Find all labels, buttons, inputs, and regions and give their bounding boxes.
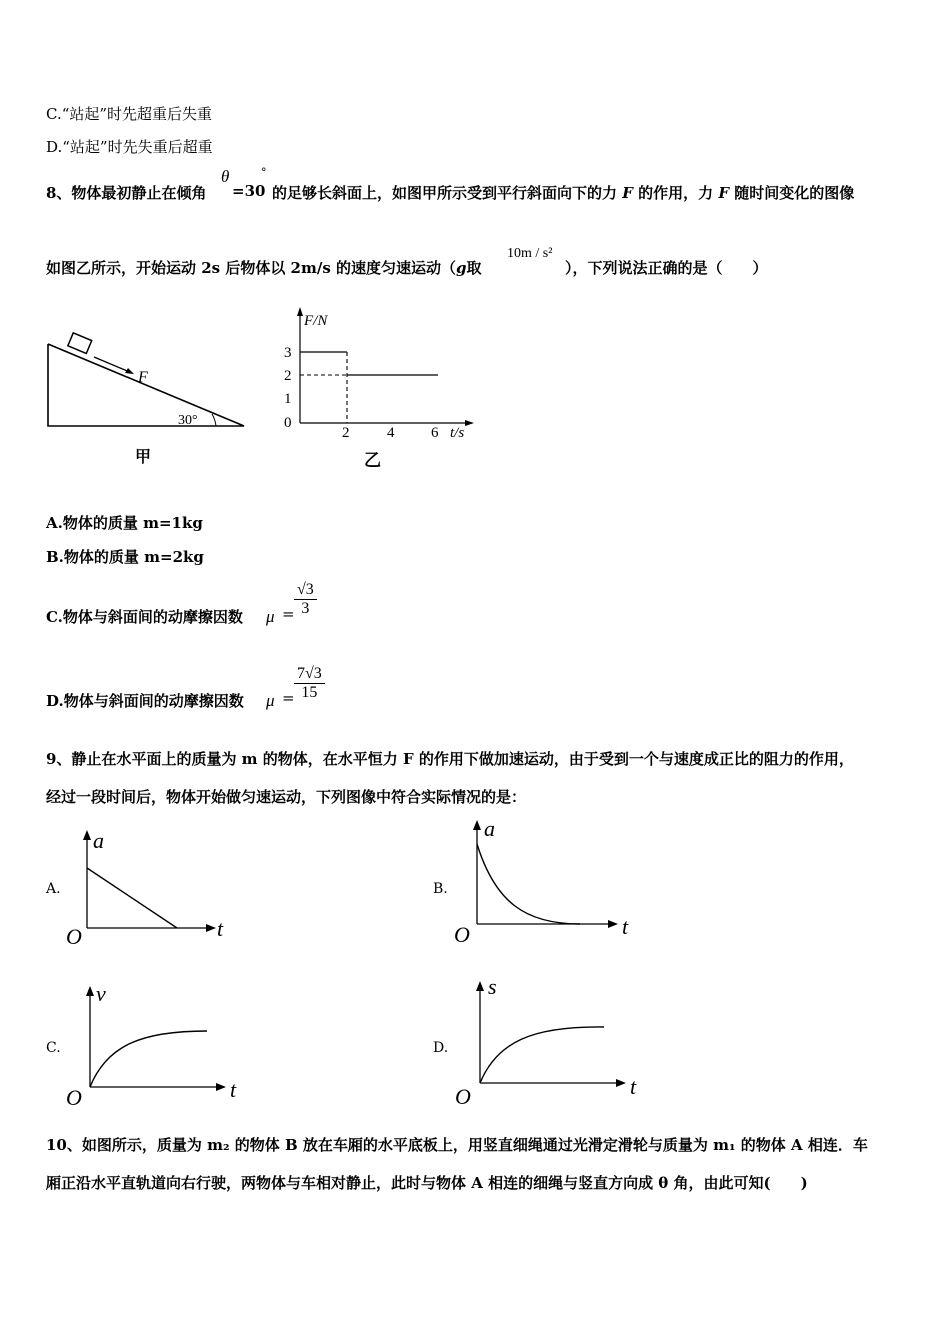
q9-graph-c — [62, 975, 252, 1115]
y-tick-3: 3 — [284, 345, 292, 361]
equals-d: = — [282, 689, 295, 707]
angle-label: 30° — [178, 413, 198, 428]
q9-option-a-label: A. — [46, 881, 61, 897]
q9-option-c-label: C. — [46, 1040, 61, 1056]
x-tick-2: 2 — [342, 425, 350, 441]
figure-yi-force-time-graph — [278, 305, 478, 475]
curve-decay — [477, 844, 580, 924]
q8-option-d: D.物体与斜面间的动摩擦因数 — [46, 692, 244, 710]
q8-stem-part-f: ），下列说法正确的是（ ） — [565, 259, 768, 277]
origin-label-b: O — [454, 922, 470, 947]
origin-label-c: O — [66, 1085, 82, 1110]
g-value: 10m / s² — [507, 246, 553, 261]
q8-stem-part-b: 的足够长斜面上，如图甲所示受到平行斜面向下的力 — [272, 184, 618, 202]
block — [68, 333, 92, 354]
origin-label-a: O — [66, 924, 82, 949]
q8-stem-part-a: 8、物体最初静止在倾角 — [46, 184, 207, 202]
q9-graph-b — [450, 812, 640, 947]
angle-value: =30 — [232, 182, 266, 200]
y-axis-label-a: a — [93, 828, 104, 853]
q9-graph-a — [60, 820, 240, 950]
q8-option-a: A.物体的质量 m=1kg — [46, 514, 203, 532]
fraction-d — [294, 665, 325, 702]
q8-option-b: B.物体的质量 m=2kg — [46, 548, 204, 566]
x-axis-label-d: t — [630, 1074, 637, 1099]
fraction-d-numerator: 7√3 — [294, 665, 325, 684]
degree-symbol: ° — [261, 166, 267, 179]
q8-stem-part-d: 随时间变化的图像 — [734, 184, 855, 202]
x-axis-label-b: t — [622, 914, 629, 939]
q9-option-b-label: B. — [433, 881, 448, 897]
take-word: 取 — [466, 259, 482, 277]
mu-symbol-d: μ — [266, 691, 275, 710]
x-tick-4: 4 — [387, 425, 395, 441]
y-axis-label-b: a — [484, 816, 495, 841]
fraction-c — [294, 581, 317, 618]
q8-stem-line1-rest — [272, 182, 854, 203]
y-tick-0: 0 — [284, 415, 292, 431]
force-label: F — [138, 369, 148, 386]
x-tick-6: 6 — [431, 425, 439, 441]
x-axis-label-a: t — [217, 916, 224, 941]
force-symbol: F — [622, 184, 633, 202]
y-tick-1: 1 — [284, 391, 292, 407]
caption-jia: 甲 — [135, 449, 152, 466]
q8-stem-line1 — [46, 182, 206, 203]
q10-stem-line2: 厢正沿水平直轨道向右行驶，两物体与车相对静止，此时与物体 A 相连的细绳与竖直方向成 θ 角，由此可知( ) — [46, 1174, 808, 1192]
q8-stem-part-e: 如图乙所示，开始运动 2s 后物体以 2m/s 的速度匀速运动（ — [46, 259, 457, 277]
mu-symbol-c: μ — [266, 607, 275, 626]
q8-option-c: C.物体与斜面间的动摩擦因数 — [46, 608, 243, 626]
force-symbol-2: F — [718, 184, 730, 202]
q9-stem-line2: 经过一段时间后，物体开始做匀速运动，下列图像中符合实际情况的是： — [46, 788, 527, 806]
g-symbol: g — [456, 259, 467, 277]
y-tick-2: 2 — [284, 368, 292, 384]
theta-symbol: θ — [221, 167, 230, 186]
figure-jia-incline — [40, 330, 260, 470]
q10-stem-line1: 10、如图所示，质量为 m₂ 的物体 B 放在车厢的水平底板上，用竖直细绳通过光滑定滑轮与质量为 m₁ 的物体 A 相连．车 — [46, 1136, 868, 1154]
x-axis-label: t/s — [450, 425, 465, 441]
curve-velocity — [90, 1031, 207, 1087]
equals-c: = — [282, 605, 295, 623]
q9-stem-line1: 9、静止在水平面上的质量为 m 的物体，在水平恒力 F 的作用下做加速运动，由于受到一个与速度成正比的阻力的作用， — [46, 750, 854, 768]
q8-stem-part-c: 的作用，力 — [638, 184, 714, 202]
q7-option-d: D.“站起”时先失重后超重 — [46, 138, 213, 156]
fraction-c-numerator: √3 — [294, 581, 317, 600]
y-axis-label: F/N — [304, 313, 328, 329]
q9-option-d-label: D. — [433, 1040, 449, 1056]
origin-label-d: O — [455, 1084, 471, 1109]
fraction-d-denominator: 15 — [301, 684, 318, 701]
q7-option-c: C.“站起”时先超重后失重 — [46, 105, 213, 123]
x-axis-label-c: t — [230, 1077, 237, 1102]
curve-displacement — [480, 1027, 604, 1083]
q8-stem-line2 — [46, 257, 482, 278]
caption-yi: 乙 — [364, 451, 381, 470]
y-axis-label-d: s — [488, 974, 497, 999]
q9-graph-d — [452, 970, 647, 1115]
line-decreasing — [87, 868, 177, 928]
y-axis-label-c: v — [96, 981, 106, 1006]
fraction-c-denominator: 3 — [301, 600, 310, 617]
